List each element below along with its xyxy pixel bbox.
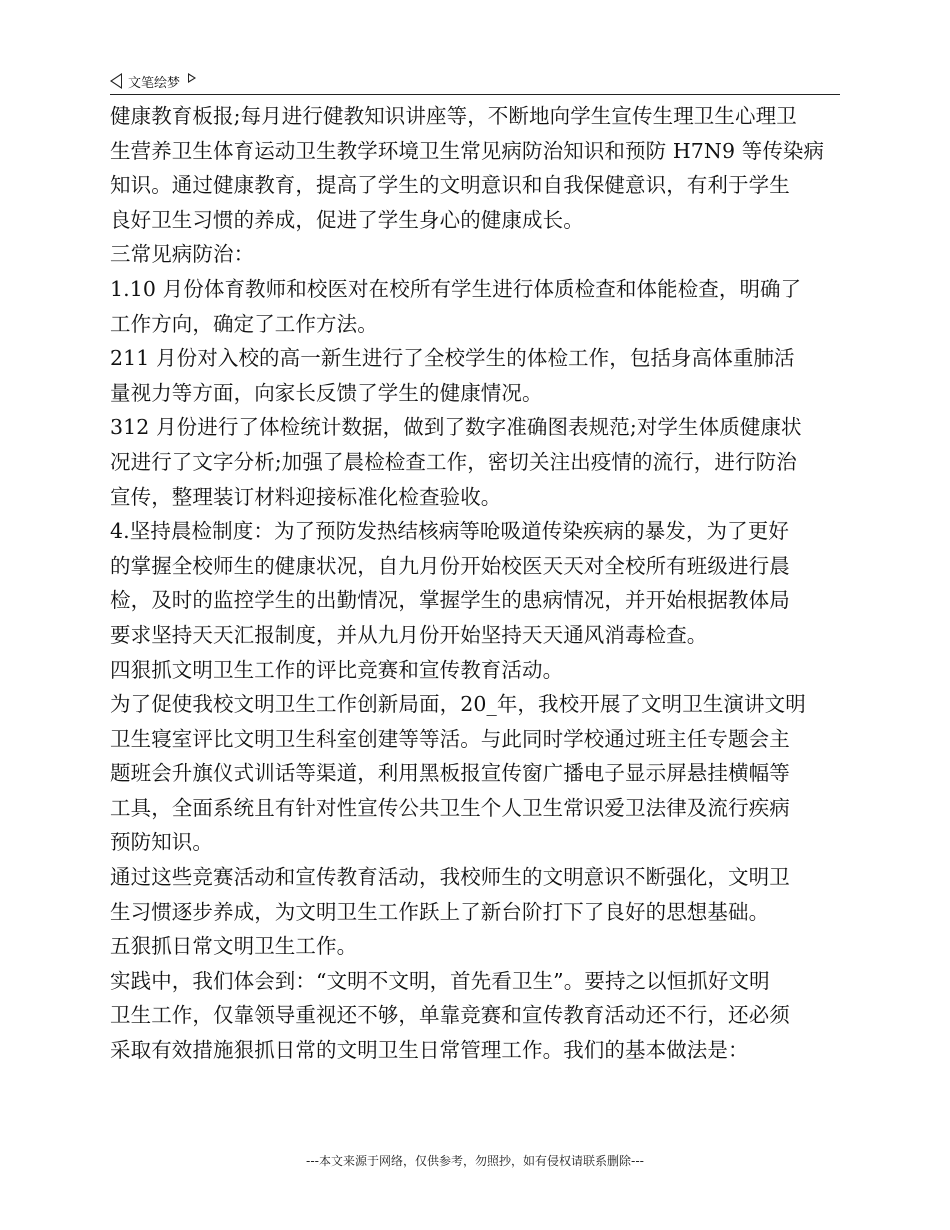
body-line: 宣传，整理装订材料迎接标准化检查验收。 (110, 484, 502, 509)
body-line: 312 月份进行了体检统计数据，做到了数字准确图表规范;对学生体质健康状 (110, 415, 802, 440)
body-line: 实践中，我们体会到：“文明不文明，首先看卫生”。要持之以恒抓好文明 (110, 968, 770, 993)
section-heading: 四狠抓文明卫生工作的评比竞赛和宣传教育活动。 (110, 657, 564, 682)
document-body (110, 99, 850, 1068)
body-line: 健康教育板报;每月进行健教知识讲座等，不断地向学生宣传生理卫生心理卫 (110, 104, 797, 128)
body-line: 检，及时的监控学生的出勤情况，掌握学生的患病情况，并开始根据教体局 (110, 588, 790, 613)
section-heading: 五狠抓日常文明卫生工作。 (110, 934, 358, 959)
body-line: 生习惯逐步养成，为文明卫生工作跃上了新台阶打下了良好的思想基础。 (110, 899, 770, 924)
body-line: 量视力等方面，向家长反馈了学生的健康情况。 (110, 380, 543, 405)
body-line: 卫生工作，仅靠领导重视还不够，单靠竞赛和宣传教育活动还不行，还必须 (110, 1003, 790, 1028)
body-line: 4.坚持晨检制度：为了预防发热结核病等呛吸道传染疾病的暴发，为了更好 (110, 519, 789, 544)
body-line: 生营养卫生体育运动卫生教学环境卫生常见病防治知识和预防 H7N9 等传染病 (110, 138, 825, 163)
section-heading: 三常见病防治： (110, 242, 255, 267)
body-line: 卫生寝室评比文明卫生科室创建等等活。与此同时学校通过班主任专题会主 (110, 726, 790, 751)
brand-name: 文笔绘梦 (128, 75, 181, 91)
triangle-right-icon (188, 73, 196, 83)
body-line: 1.10 月份体育教师和校医对在校所有学生进行体质检查和体能检查，明确了 (110, 276, 802, 301)
body-line: 通过这些竞赛活动和宣传教育活动，我校师生的文明意识不断强化，文明卫 (110, 865, 790, 890)
body-line: 为了促使我校文明卫生工作创新局面，20_年，我校开展了文明卫生演讲文明 (110, 692, 806, 717)
body-line: 预防知识。 (110, 830, 213, 855)
body-line: 题班会升旗仪式训话等渠道，利用黑板报宣传窗广播电子显示屏悬挂横幅等 (110, 761, 790, 786)
body-line: 211 月份对入校的高一新生进行了全校学生的体检工作，包括身高体重肺活 (110, 346, 795, 371)
body-line: 知识。通过健康教育，提高了学生的文明意识和自我保健意识，有利于学生 (110, 173, 790, 198)
body-line: 的掌握全校师生的健康状况，自九月份开始校医天天对全校所有班级进行晨 (110, 553, 790, 578)
body-line: 况进行了文字分析;加强了晨检检查工作，密切关注出疫情的流行，进行防治 (110, 449, 797, 474)
page-header (110, 68, 840, 95)
body-line: 良好卫生习惯的养成，促进了学生身心的健康成长。 (110, 207, 584, 232)
page-footer: ---本文来源于网络，仅供参考，勿照抄，如有侵权请联系删除--- (306, 1154, 644, 1168)
body-line: 工具，全面系统且有针对性宣传公共卫生个人卫生常识爱卫法律及流行疾病 (110, 795, 790, 820)
body-line: 工作方向，确定了工作方法。 (110, 311, 378, 336)
body-line: 要求坚持天天汇报制度，并从九月份开始坚持天天通风消毒检查。 (110, 622, 708, 647)
body-line: 采取有效措施狠抓日常的文明卫生日常管理工作。我们的基本做法是： (110, 1038, 749, 1063)
triangle-left-icon (110, 73, 122, 89)
